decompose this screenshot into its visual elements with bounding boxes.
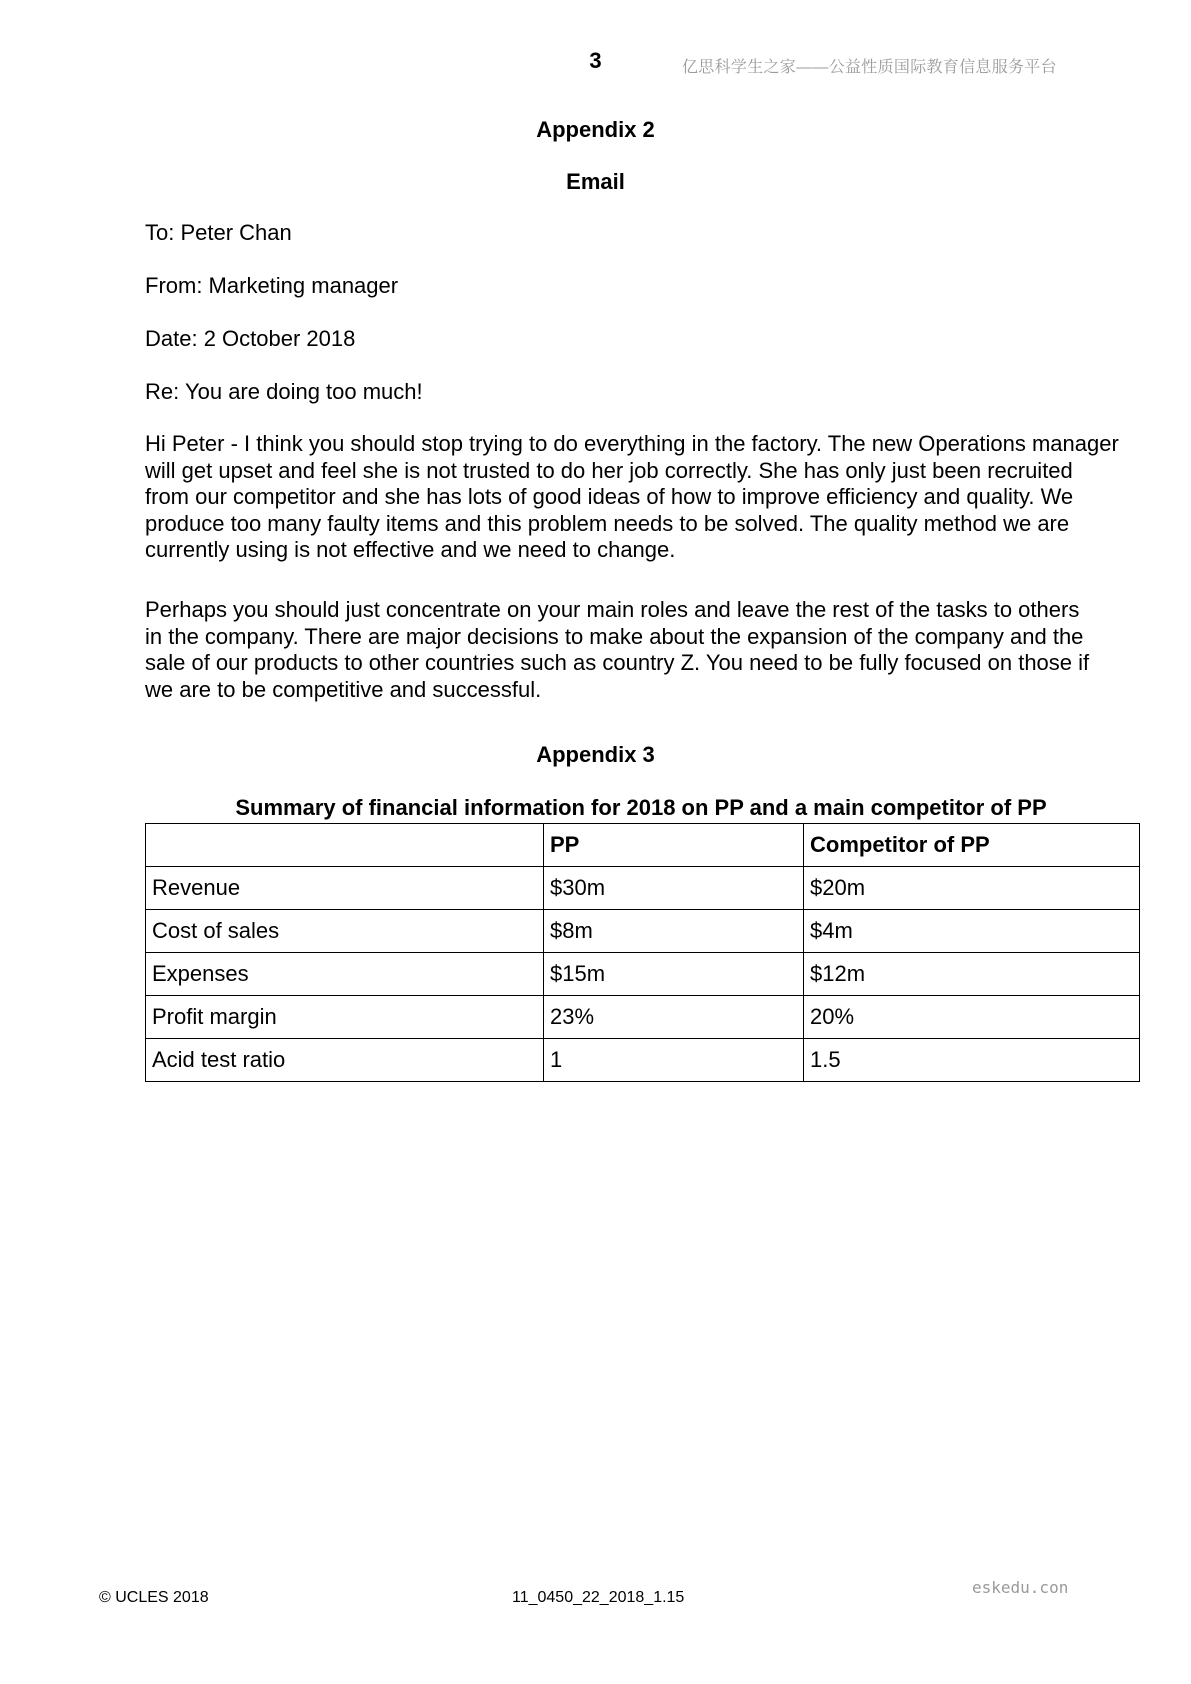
row-label: Profit margin xyxy=(146,996,544,1039)
email-heading: Email xyxy=(566,169,625,194)
competitor-value: $20m xyxy=(804,867,1140,910)
paragraph-line: sale of our products to other countries such as country Z. You need to be fully focused on those if xyxy=(145,650,1090,676)
competitor-value: 1.5 xyxy=(804,1039,1140,1082)
paragraph-line: produce too many faulty items and this problem needs to be solved. The quality method we are xyxy=(145,510,1070,536)
pp-value: 23% xyxy=(544,996,804,1039)
pp-value: $30m xyxy=(544,867,804,910)
table-header-row xyxy=(146,824,1140,867)
footer-watermark: eskedu.con xyxy=(972,1578,1069,1597)
table-row xyxy=(146,1039,1140,1082)
page-number: 3 xyxy=(589,48,602,73)
header-cell-competitor: Competitor of PP xyxy=(804,824,1140,867)
pp-value: $8m xyxy=(544,910,804,953)
table-row xyxy=(146,910,1140,953)
appendix-2-title: Appendix 2 xyxy=(536,117,655,142)
pp-value: $15m xyxy=(544,953,804,996)
header-watermark: 亿思科学生之家——公益性质国际教育信息服务平台 xyxy=(682,59,1057,76)
row-label: Cost of sales xyxy=(146,910,544,953)
email-body-paragraph-2 xyxy=(145,597,1105,703)
table-row xyxy=(146,953,1140,996)
email-to: To: Peter Chan xyxy=(145,220,292,245)
email-date: Date: 2 October 2018 xyxy=(145,326,356,351)
header-cell-blank xyxy=(146,824,544,867)
paragraph-line: Hi Peter - I think you should stop trying to do everything in the factory. The new Operations manager xyxy=(145,431,1119,456)
pp-value: 1 xyxy=(544,1039,804,1082)
paragraph-line: Perhaps you should just concentrate on your main roles and leave the rest of the tasks to others xyxy=(145,597,1080,622)
table-row xyxy=(146,867,1140,910)
email-body-paragraph-1 xyxy=(145,431,1119,564)
paragraph-line: we are to be competitive and successful. xyxy=(145,676,542,702)
paragraph-line: currently using is not effective and we need to change. xyxy=(145,537,676,563)
email-from: From: Marketing manager xyxy=(145,273,399,298)
footer-document-code: 11_0450_22_2018_1.15 xyxy=(512,1589,685,1606)
row-label: Acid test ratio xyxy=(146,1039,544,1082)
header-cell-pp: PP xyxy=(544,824,804,867)
row-label: Expenses xyxy=(146,953,544,996)
email-subject: Re: You are doing too much! xyxy=(145,379,423,404)
competitor-value: $12m xyxy=(804,953,1140,996)
paragraph-line: from our competitor and she has lots of good ideas of how to improve efficiency and quality. We xyxy=(145,484,1074,510)
footer-copyright: © UCLES 2018 xyxy=(99,1589,209,1606)
row-label: Revenue xyxy=(146,867,544,910)
paragraph-line: will get upset and feel she is not trusted to do her job correctly. She has only just been recruited xyxy=(145,457,1073,483)
paragraph-line: in the company. There are major decisions to make about the expansion of the company and the xyxy=(145,623,1084,649)
table-caption: Summary of financial information for 2018 on PP and a main competitor of PP xyxy=(235,795,1047,820)
financial-summary-table xyxy=(145,823,1140,1082)
table-row xyxy=(146,996,1140,1039)
competitor-value: $4m xyxy=(804,910,1140,953)
competitor-value: 20% xyxy=(804,996,1140,1039)
appendix-3-title: Appendix 3 xyxy=(536,742,655,767)
